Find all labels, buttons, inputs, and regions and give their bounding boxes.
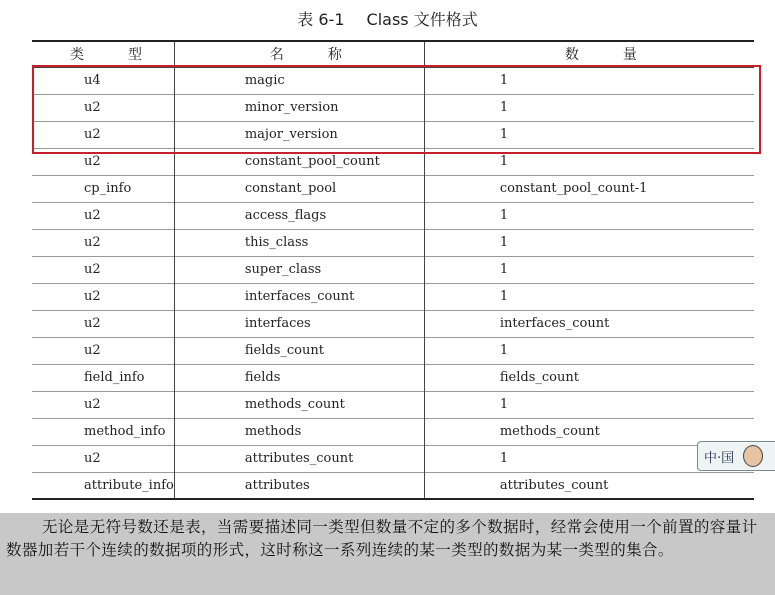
cell-type: u4 <box>32 67 174 94</box>
cell-count: attributes_count <box>424 472 754 499</box>
cell-name: access_flags <box>174 202 424 229</box>
header-type: 类 型 <box>32 41 174 67</box>
class-file-format-table <box>32 40 754 500</box>
cell-count: interfaces_count <box>424 310 754 337</box>
cell-type: u2 <box>32 337 174 364</box>
table-row <box>32 256 754 283</box>
cell-name: super_class <box>174 256 424 283</box>
cell-name: interfaces <box>174 310 424 337</box>
cell-type: cp_info <box>32 175 174 202</box>
cell-type: u2 <box>32 202 174 229</box>
table-row <box>32 67 754 94</box>
cell-count: 1 <box>424 94 754 121</box>
cell-count: 1 <box>424 67 754 94</box>
cell-type: u2 <box>32 121 174 148</box>
table-row <box>32 283 754 310</box>
cell-name: major_version <box>174 121 424 148</box>
cell-count: 1 <box>424 445 754 472</box>
cell-count: 1 <box>424 391 754 418</box>
table-row <box>32 445 754 472</box>
cell-name: constant_pool <box>174 175 424 202</box>
table-row <box>32 175 754 202</box>
cell-type: u2 <box>32 229 174 256</box>
cell-count: 1 <box>424 283 754 310</box>
table-row <box>32 364 754 391</box>
cell-type: method_info <box>32 418 174 445</box>
table-row <box>32 94 754 121</box>
cell-count: fields_count <box>424 364 754 391</box>
cell-type: u2 <box>32 256 174 283</box>
table-row <box>32 472 754 499</box>
cell-type: u2 <box>32 94 174 121</box>
table-row <box>32 418 754 445</box>
table-row <box>32 202 754 229</box>
cell-name: methods <box>174 418 424 445</box>
cell-count: methods_count <box>424 418 754 445</box>
table-row <box>32 148 754 175</box>
watermark-logo: 中·国 <box>697 441 775 471</box>
cell-name: constant_pool_count <box>174 148 424 175</box>
table-title <box>0 7 775 30</box>
table-header-row <box>32 41 754 67</box>
cell-type: field_info <box>32 364 174 391</box>
cell-name: methods_count <box>174 391 424 418</box>
header-count: 数 量 <box>424 41 754 67</box>
table-row <box>32 121 754 148</box>
table-row <box>32 337 754 364</box>
cell-name: magic <box>174 67 424 94</box>
cell-type: u2 <box>32 445 174 472</box>
table-row <box>32 310 754 337</box>
cell-count: 1 <box>424 256 754 283</box>
cell-type: u2 <box>32 148 174 175</box>
cell-count: 1 <box>424 229 754 256</box>
caption-paragraph: 无论是无符号数还是表，当需要描述同一类型但数量不定的多个数据时，经常会使用一个前置的容量计数器加若干个连续的数据项的形式，这时称这一系列连续的某一类型的数据为某一类型的集合。 <box>6 518 758 559</box>
cell-count: 1 <box>424 121 754 148</box>
cell-type: u2 <box>32 310 174 337</box>
header-name: 名 称 <box>174 41 424 67</box>
cell-name: attributes_count <box>174 445 424 472</box>
cell-count: 1 <box>424 337 754 364</box>
cell-count: 1 <box>424 202 754 229</box>
cell-name: fields_count <box>174 337 424 364</box>
cell-type: attribute_info <box>32 472 174 499</box>
table-caption: Class 文件格式 <box>366 10 478 29</box>
avatar-icon <box>743 445 763 467</box>
cell-type: u2 <box>32 391 174 418</box>
table-row <box>32 229 754 256</box>
table-number: 表 6-1 <box>297 10 345 29</box>
cell-name: fields <box>174 364 424 391</box>
cell-name: minor_version <box>174 94 424 121</box>
cell-name: this_class <box>174 229 424 256</box>
cell-name: attributes <box>174 472 424 499</box>
cell-name: interfaces_count <box>174 283 424 310</box>
cell-count: constant_pool_count-1 <box>424 175 754 202</box>
table-row <box>32 391 754 418</box>
cell-type: u2 <box>32 283 174 310</box>
cell-count: 1 <box>424 148 754 175</box>
